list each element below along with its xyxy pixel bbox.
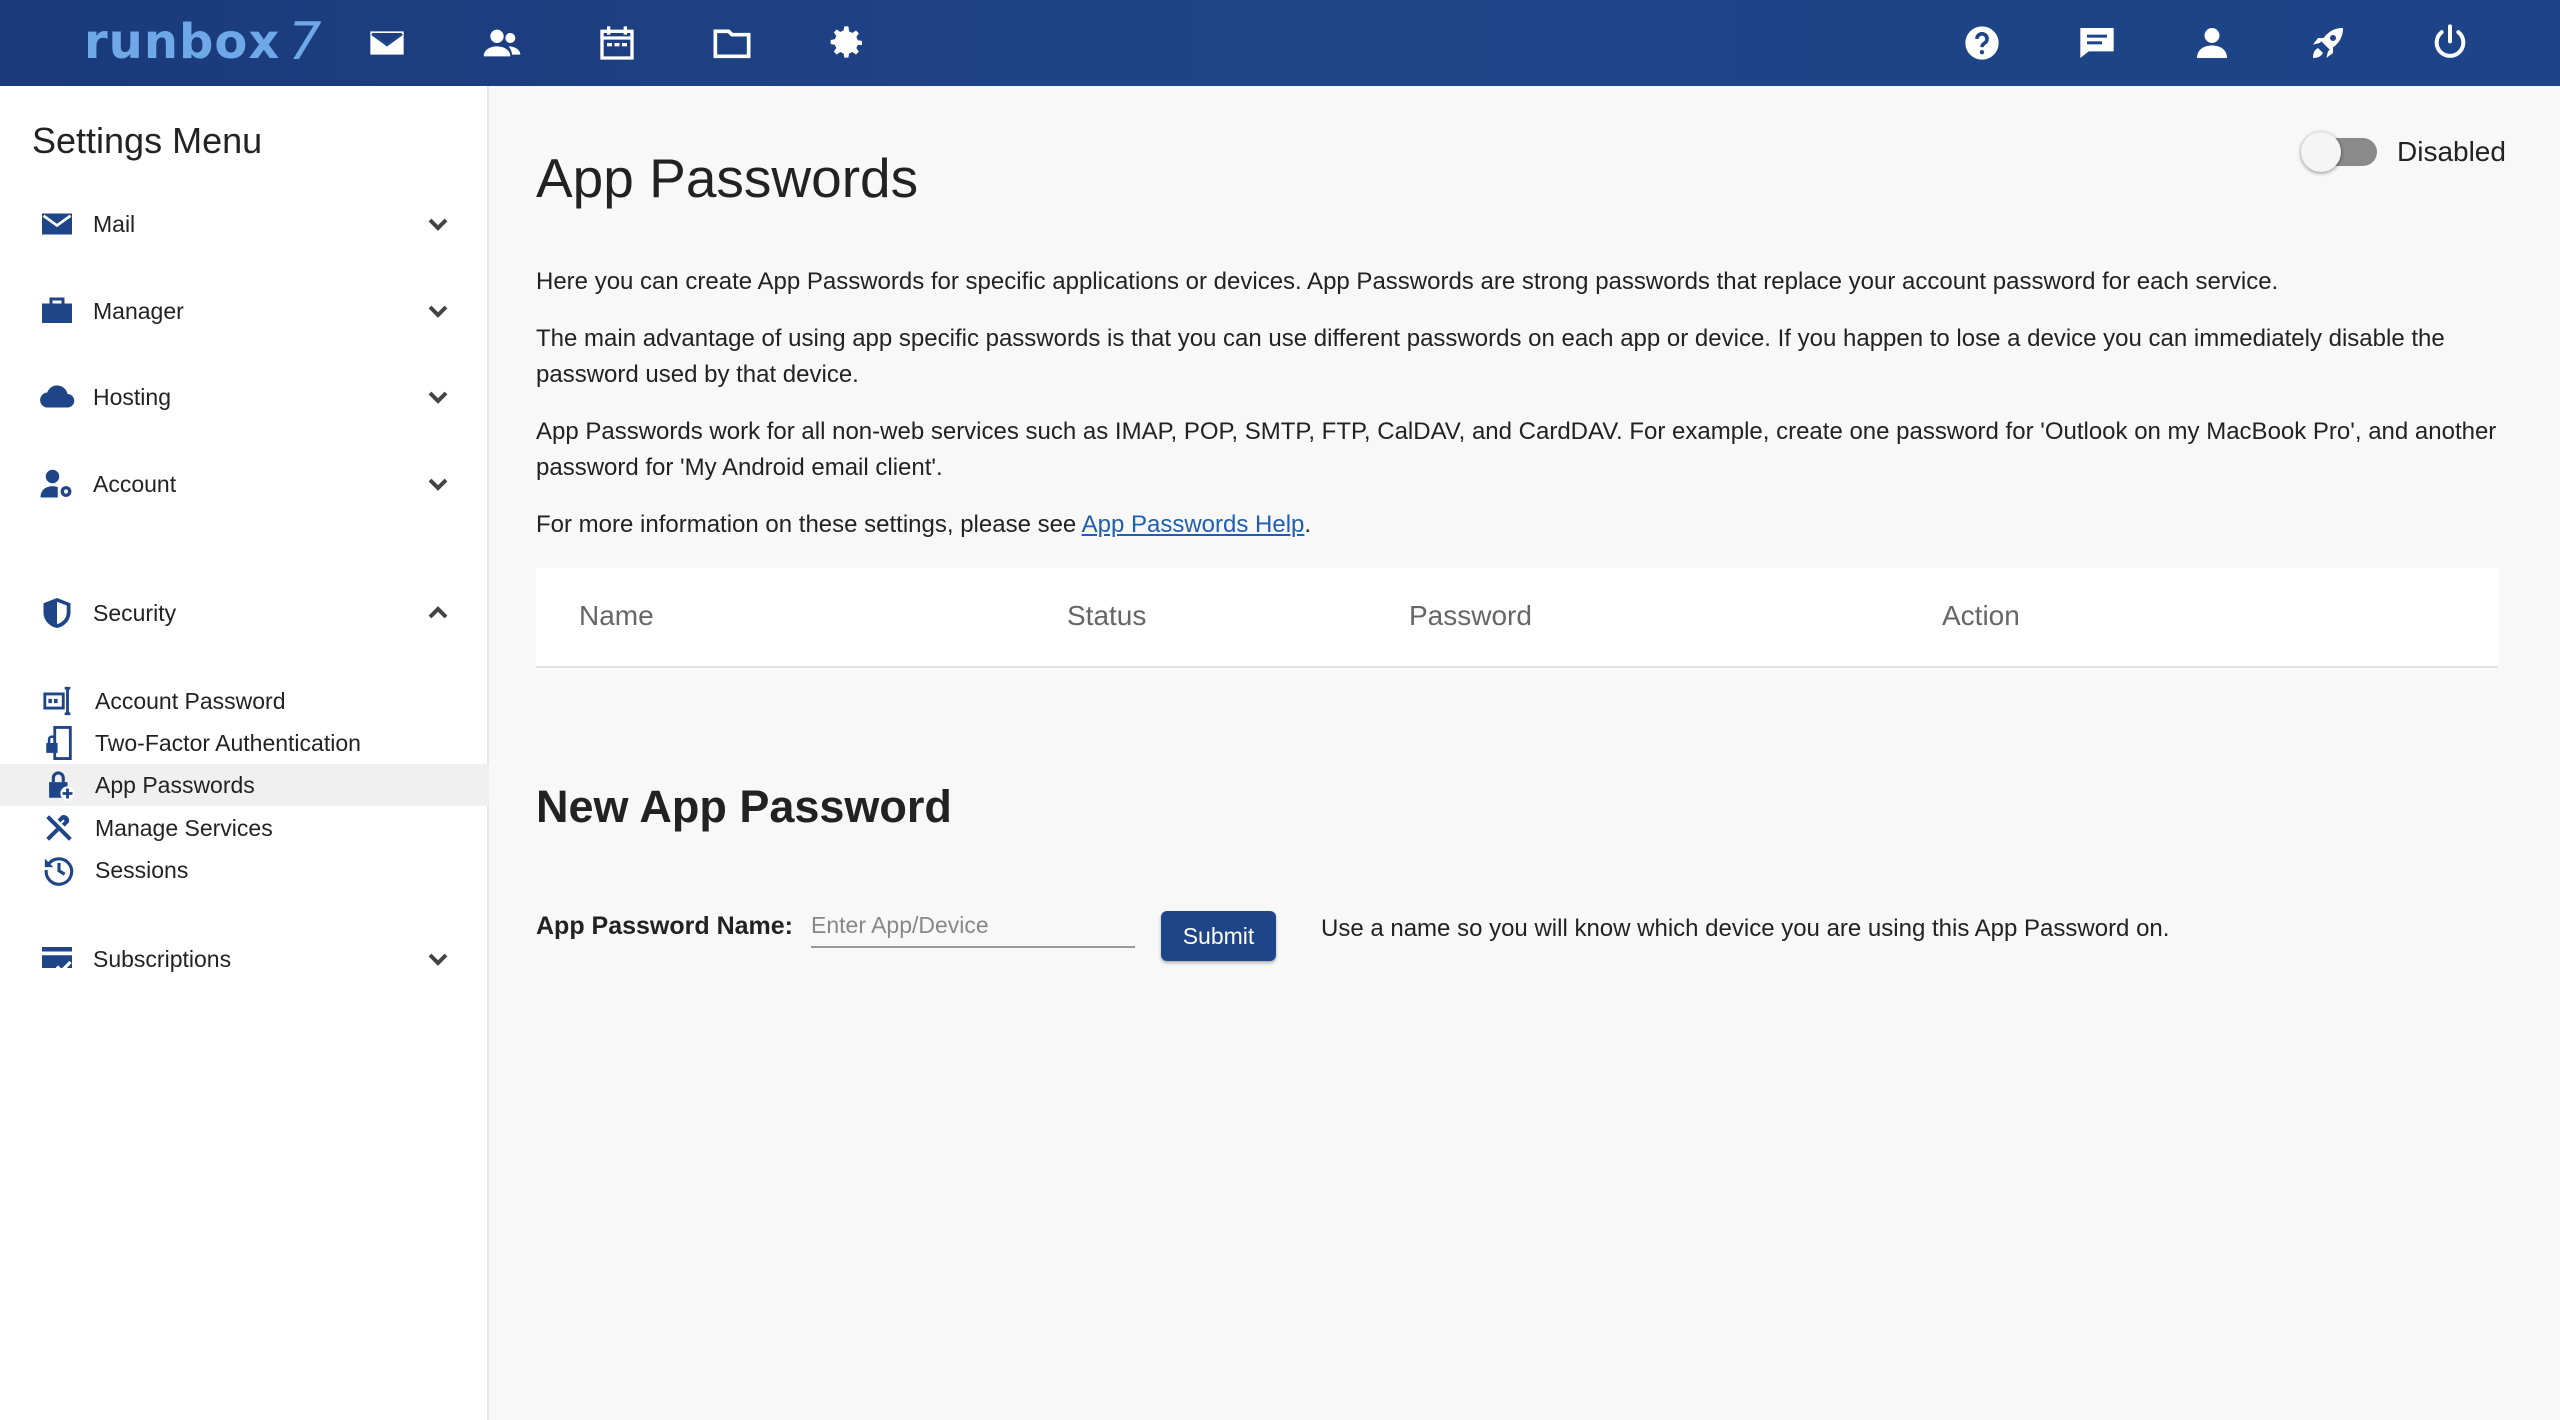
sidebar-item-two-factor[interactable] — [0, 722, 489, 764]
chevron-down-icon[interactable] — [422, 381, 454, 413]
sidebar-group-security[interactable] — [0, 583, 489, 643]
main-content — [491, 86, 2560, 1420]
sidebar-item-label: App Passwords — [95, 771, 255, 798]
envelope-icon — [38, 205, 76, 243]
sidebar-group-label: Manager — [93, 297, 184, 324]
mail-nav-icon[interactable] — [366, 22, 408, 64]
calendar-nav-icon[interactable] — [596, 22, 638, 64]
sidebar-item-label: Manage Services — [95, 814, 273, 841]
advantage-paragraph: The main advantage of using app specific passwords is that you can use different passwords on each app or device. If you happen to lose a device you can immediately disable the password used by that device. — [536, 325, 2445, 388]
submit-button[interactable]: Submit — [1161, 911, 1276, 961]
column-header-name[interactable]: Name — [579, 600, 654, 631]
settings-nav-icon[interactable] — [826, 22, 868, 64]
sidebar-group-manager[interactable] — [0, 281, 489, 341]
password-icon — [40, 682, 78, 720]
logo-text: runbox — [84, 14, 281, 70]
sidebar-item-account-password[interactable] — [0, 680, 489, 722]
sidebar-group-account[interactable] — [0, 454, 489, 514]
chat-icon[interactable] — [2076, 22, 2118, 64]
new-app-password-title: New App Password — [536, 781, 952, 832]
info-suffix: . — [1304, 511, 1312, 538]
app-password-name-input[interactable] — [811, 904, 1135, 948]
sidebar-group-label: Subscriptions — [93, 945, 232, 972]
briefcase-icon — [38, 292, 76, 330]
phone-lock-icon — [40, 724, 78, 762]
app-passwords-help-link[interactable]: App Passwords Help — [1081, 511, 1305, 538]
account-icon[interactable] — [2191, 22, 2233, 64]
runbox-logo[interactable] — [84, 14, 322, 70]
chevron-down-icon[interactable] — [422, 943, 454, 975]
rocket-icon[interactable] — [2307, 22, 2349, 64]
sidebar-group-hosting[interactable] — [0, 367, 489, 427]
logo-mark: 7 — [288, 12, 323, 72]
sidebar-group-label: Mail — [93, 210, 136, 237]
files-nav-icon[interactable] — [711, 22, 753, 64]
chevron-down-icon[interactable] — [422, 295, 454, 327]
app-password-name-label: App Password Name: — [536, 912, 794, 940]
column-header-password[interactable]: Password — [1409, 600, 1532, 631]
services-paragraph: App Passwords work for all non-web services such as IMAP, POP, SMTP, FTP, CalDAV, and CardDAV. For example, create one password for 'Outlook on my MacBook Pro', and another password for 'My Android email client'. — [536, 418, 2497, 481]
intro-paragraph: Here you can create App Passwords for specific applications or devices. App Passwords are strong passwords that replace your account password for each service. — [536, 268, 2279, 295]
chevron-down-icon[interactable] — [422, 208, 454, 240]
chevron-down-icon[interactable] — [422, 468, 454, 500]
sidebar-item-label: Account Password — [95, 687, 286, 714]
sidebar-group-label: Hosting — [93, 383, 171, 410]
form-hint: Use a name so you will know which device you are using this App Password on. — [1321, 915, 2170, 942]
sidebar-group-subscriptions[interactable] — [0, 929, 489, 989]
sidebar-item-label: Two-Factor Authentication — [95, 729, 361, 756]
sidebar-item-app-passwords[interactable] — [0, 764, 489, 806]
settings-sidebar — [0, 86, 489, 1420]
page-title: App Passwords — [536, 147, 919, 209]
contacts-nav-icon[interactable] — [481, 22, 523, 64]
lock-plus-icon — [40, 766, 78, 804]
sidebar-group-mail[interactable] — [0, 194, 489, 254]
card-icon — [38, 940, 76, 978]
user-gear-icon — [38, 465, 76, 503]
sidebar-item-label: Sessions — [95, 856, 189, 883]
info-paragraph — [536, 507, 2526, 543]
chevron-up-icon[interactable] — [422, 597, 454, 629]
sidebar-group-label: Security — [93, 599, 177, 626]
power-icon[interactable] — [2429, 22, 2471, 64]
column-header-status[interactable]: Status — [1067, 600, 1147, 631]
toggle-knob[interactable] — [2301, 132, 2341, 172]
tools-icon — [40, 809, 78, 847]
cloud-icon — [38, 378, 76, 416]
app-passwords-toggle[interactable] — [2305, 138, 2377, 166]
toggle-status-label: Disabled — [2397, 136, 2506, 167]
app-passwords-table — [536, 568, 2498, 668]
sidebar-group-label: Account — [93, 470, 177, 497]
sidebar-item-sessions[interactable] — [0, 849, 489, 891]
help-icon[interactable] — [1961, 22, 2003, 64]
sidebar-title: Settings Menu — [32, 120, 263, 161]
top-bar — [0, 0, 2560, 86]
sidebar-item-manage-services[interactable] — [0, 807, 489, 849]
app-passwords-toggle-wrapper — [2305, 130, 2506, 174]
shield-icon — [38, 594, 76, 632]
column-header-action[interactable]: Action — [1942, 600, 2020, 631]
history-icon — [40, 851, 78, 889]
info-prefix: For more information on these settings, please see — [536, 511, 1082, 538]
